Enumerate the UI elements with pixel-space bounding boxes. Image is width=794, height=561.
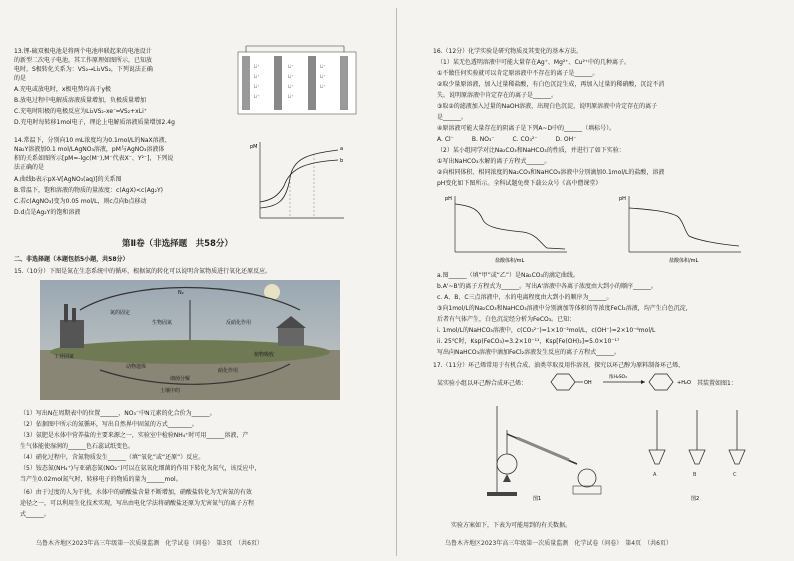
pm-curve-chart bbox=[248, 138, 348, 230]
q13-option: B.放电过程中电解质溶液质量增加，负极质量增加 bbox=[14, 97, 147, 104]
q17-line: 其装置如图1： bbox=[697, 380, 737, 387]
titration-ylabel: pH bbox=[445, 196, 452, 202]
cycle-label-fix1: 氮的固定 bbox=[110, 310, 131, 316]
q14-option: D.d点是Ag₂Y的饱和溶液 bbox=[14, 209, 81, 216]
q16-more-line: i. 1mol/L的NaHCO₃溶液中，c(CO₃²⁻)=1×10⁻²mol/L，c(OH⁻)=2×10⁻⁶mol/L bbox=[437, 327, 656, 334]
q15-part: 当产生0.02mol氮气时，转移电子的物质的量为______mol。 bbox=[20, 476, 182, 483]
q16-more-line: 写出向NaHCO₃溶液中滴加FeCl₂溶液发生反应的离子方程式______。 bbox=[437, 349, 621, 356]
svg-text:Li⁺: Li⁺ bbox=[254, 84, 260, 89]
part2-heading: 二、非选择题（本题包括5小题，共58分） bbox=[14, 256, 129, 263]
q17-end: 实验方案如下，下表为可能用到的有关数据。 bbox=[451, 522, 572, 529]
q16-more-line: ③向1mol/L的Na₂CO₃和NaHCO₃溶液中分别滴加等体积的等浓度FeCl₂溶液，均产生白色沉淀， bbox=[437, 305, 692, 312]
right-page bbox=[397, 0, 794, 561]
titration-xlabel-2: 盐酸体积/mL bbox=[669, 258, 699, 264]
q14-line: 积的关系如图所示[pM=-lgc(M⁻),M⁻代表X⁻、Y²⁻]，下列说 bbox=[14, 155, 174, 162]
svg-text:Li⁺: Li⁺ bbox=[254, 74, 260, 79]
svg-text:Li⁺: Li⁺ bbox=[288, 84, 294, 89]
svg-text:OH: OH bbox=[584, 380, 592, 386]
svg-text:b: b bbox=[340, 158, 344, 164]
svg-text:pM: pM bbox=[250, 144, 258, 150]
svg-text:Li⁺: Li⁺ bbox=[254, 64, 260, 69]
nitrogen-cycle-illustration bbox=[40, 280, 340, 400]
q13-option: D.充电时每转移1mol电子，理论上电解质溶液质量增加2.4g bbox=[14, 119, 175, 126]
cycle-label-denitrify: 反硝化作用 bbox=[226, 320, 252, 326]
svg-text:Li⁺: Li⁺ bbox=[288, 64, 294, 69]
q16-line: 失。说明原溶液中肯定存在的离子是______。 bbox=[437, 92, 558, 99]
svg-text:a: a bbox=[340, 146, 344, 152]
q16-line: pH变化如下图所示。全科试题免费下载公众号《高中僧课堂》 bbox=[437, 180, 602, 187]
q14-option: B.常温下，饱和溶液的物质的量浓度：c(AgX)<c(Ag₂Y) bbox=[14, 187, 164, 194]
q16-line: 是______。 bbox=[437, 114, 468, 121]
svg-text:C: C bbox=[733, 472, 737, 478]
q13-line: 的新型二次电子电池，其工作原理如图所示，已知放 bbox=[14, 57, 153, 64]
q16-more-line: c. A、B、C三点溶液中，水的电离程度由大到小的顺序为______。 bbox=[437, 294, 613, 301]
q15-part: （1）写出N在周期表中的位置______，NO₃⁻中N元素的化合价为______。 bbox=[20, 410, 216, 417]
q14-line: 14.常温下，分别向10 mL浓度均为0.1mol/L的NaX溶液、 bbox=[14, 137, 171, 144]
q15-part: 式______。 bbox=[20, 511, 51, 518]
svg-text:Li⁺: Li⁺ bbox=[288, 94, 294, 99]
q16-more-line: a.图______（填“甲”或“乙”）是Na₂CO₃的滴定曲线。 bbox=[437, 272, 579, 279]
cycle-label-factory: 工业固氮 bbox=[54, 354, 75, 360]
q17-line: 某实验小组以环己醇合成环己烯： bbox=[437, 380, 528, 387]
q15-part: （2）依据图中所示的氮循环，写出自然界中固氮的方式________。 bbox=[20, 421, 198, 428]
q16-line: ④原溶液可能大量存在的阴离子是下列A~D中的______（填标号）。 bbox=[437, 125, 616, 132]
q13-line: 的是 bbox=[14, 75, 27, 82]
part2-title: 第Ⅱ卷（非选择题 共58分） bbox=[122, 239, 233, 249]
svg-text:B: B bbox=[693, 472, 697, 478]
q15-stem: 15.（10分）下图是氮在生态系统中的循环，根据氮的转化可以说明含氮物质进行氧化还原反应。 bbox=[14, 268, 272, 275]
battery-diagram bbox=[236, 44, 366, 118]
cycle-label-fix2: 生物固氮 bbox=[152, 320, 173, 326]
q16-line: ①写出NaHCO₃水解的离子方程式______。 bbox=[437, 158, 551, 165]
cycle-label-animal: 动物遗体 bbox=[126, 364, 147, 370]
titration-ylabel-2: pH bbox=[619, 196, 626, 202]
q16-more-line: b.A'~B'的离子方程式为______。写出A'溶液中各离子浓度由大到小的顺序______。 bbox=[437, 283, 658, 290]
q15-part: （3）氨肥是水体中营养盐的主要来源之一，实验室中检验NH₄⁺时可用______溶液，产 bbox=[20, 432, 249, 439]
q15-part: 生气体能使湿润的______色石蕊试纸变色。 bbox=[20, 443, 135, 450]
svg-text:Li⁺: Li⁺ bbox=[320, 64, 326, 69]
q13-line: 电时，S极转化关系为：VS₂→Li₂VS₂，下列说法正确 bbox=[14, 66, 153, 73]
cycle-label-n2: N₂ bbox=[178, 290, 184, 296]
q15-part: （6）由于过度的人为干扰，水体中的硝酸盐含量不断增加，硝酸盐转化为无害氮的有效 bbox=[20, 489, 252, 496]
q15-part: 途径之一，可以利用生化技术实现，写出由电化学法将硝酸盐还原为无害氮气的离子方程 bbox=[20, 500, 255, 507]
titration-chart-2 bbox=[617, 192, 747, 264]
cycle-label-absorb: 植物吸收 bbox=[254, 352, 275, 358]
reaction-scheme bbox=[547, 370, 693, 394]
q17-line: 17.（11分）环己烯常用于有机合成、油类萃取及用作溶剂，探究以环己醇为原料制备环己烯， bbox=[433, 362, 685, 369]
left-page-footer: 乌鲁木齐地区2023年高三年级第一次质量监测 化学试卷（问卷） 第3页 （共6页） bbox=[36, 540, 263, 547]
q14-line: Na₂Y溶液加0.1 mol/LAgNO₃溶液，pM与AgNO₃溶液体 bbox=[14, 146, 165, 153]
svg-text:+H₂O: +H₂O bbox=[677, 380, 691, 386]
figure-1-label: 图1 bbox=[533, 496, 542, 502]
figure-2-label: 图2 bbox=[691, 496, 700, 502]
cycle-label-decay: 细菌分解 bbox=[170, 376, 191, 382]
q14-option: C.若c(AgNO₃)变为0.05 mol/L，则c点向b点移动 bbox=[14, 198, 147, 205]
svg-text:Li⁺: Li⁺ bbox=[320, 84, 326, 89]
q15-part: （4）硝化过程中，含氮物质发生______（填“氧化”或“还原”）反应。 bbox=[20, 454, 205, 461]
q16-line: ③取②的滤液加入过量的NaOH溶液，出现白色沉淀，说明原溶液中肯定存在的离子 bbox=[437, 103, 658, 110]
right-page-footer: 乌鲁木齐地区2023年高三年级第一次质量监测 化学试卷（问卷） 第4页 （共6页） bbox=[445, 540, 672, 547]
q16-heading: 16.（12分）化学实验是研究物质及其变化的基本方法。 bbox=[433, 48, 583, 55]
q16-options: A. Cl⁻ B. NO₃⁻ C. CO₃²⁻ D. OH⁻ bbox=[437, 136, 577, 143]
q16-line: ②向相同体积、相同浓度的Na₂CO₃和NaHCO₃溶液中分别滴加0.1mol/L的盐酸，溶液 bbox=[437, 169, 665, 176]
q16-line: （2）某小组同学对比Na₂CO₃和NaHCO₃的性质，并进行了如下实验： bbox=[437, 147, 625, 154]
q13-option: A.充电或放电时，x极电势均高于y极 bbox=[14, 86, 112, 93]
titration-xlabel: 盐酸体积/mL bbox=[495, 258, 525, 264]
q14-option: A.曲线b表示pX-V[AgNO₃(aq)]的关系图 bbox=[14, 176, 122, 183]
titration-chart-1 bbox=[443, 192, 573, 264]
q16-more-line: 后者有气体产生，白色沉淀经分析为FeCO₃。已知： bbox=[437, 316, 576, 323]
q16-line: ①不做任何实验就可以肯定原溶液中不存在的离子是______。 bbox=[437, 70, 599, 77]
svg-text:Li⁺: Li⁺ bbox=[320, 74, 326, 79]
apparatus-figures bbox=[477, 400, 767, 504]
svg-text:Li⁺: Li⁺ bbox=[288, 74, 294, 79]
cycle-label-nitrify: 硝化作用 bbox=[218, 368, 239, 374]
q13-line: 13.锂-硫双极电池是将两个电池串联起来的电池设计 bbox=[14, 48, 152, 55]
svg-text:A: A bbox=[653, 472, 657, 478]
q16-line: （1）某无色透明溶液中可能大量存在Ag⁺、Mg²⁺、Cu²⁺中的几种离子。 bbox=[437, 59, 631, 66]
svg-text:Li⁺: Li⁺ bbox=[254, 94, 260, 99]
reaction-condition: 浓H₂SO₄ bbox=[609, 375, 627, 380]
q13-option: C.充电时阳极的电极反应为Li₂VS₂-xe⁻═VS₂+xLi⁺ bbox=[14, 108, 147, 115]
cycle-label-soil: 土壤中的 bbox=[160, 388, 181, 394]
q16-more-line: ii. 25℃时，Ksp(FeCO₃)=3.2×10⁻¹¹，Ksp[Fe(OH)₂]=5.0×10⁻¹⁷ bbox=[437, 338, 620, 345]
q16-line: ②取少量原溶液，加入过量稀盐酸，有白色沉淀生成，再加入过量的稀硝酸，沉淀不消 bbox=[437, 81, 665, 88]
q14-line: 法正确的是 bbox=[14, 164, 45, 171]
q15-part: （5）铵态氮(NH₄⁺)与亚硝态氮(NO₂⁻)可以在氨氧化细菌的作用下转化为氮气，该反应中， bbox=[20, 465, 261, 472]
